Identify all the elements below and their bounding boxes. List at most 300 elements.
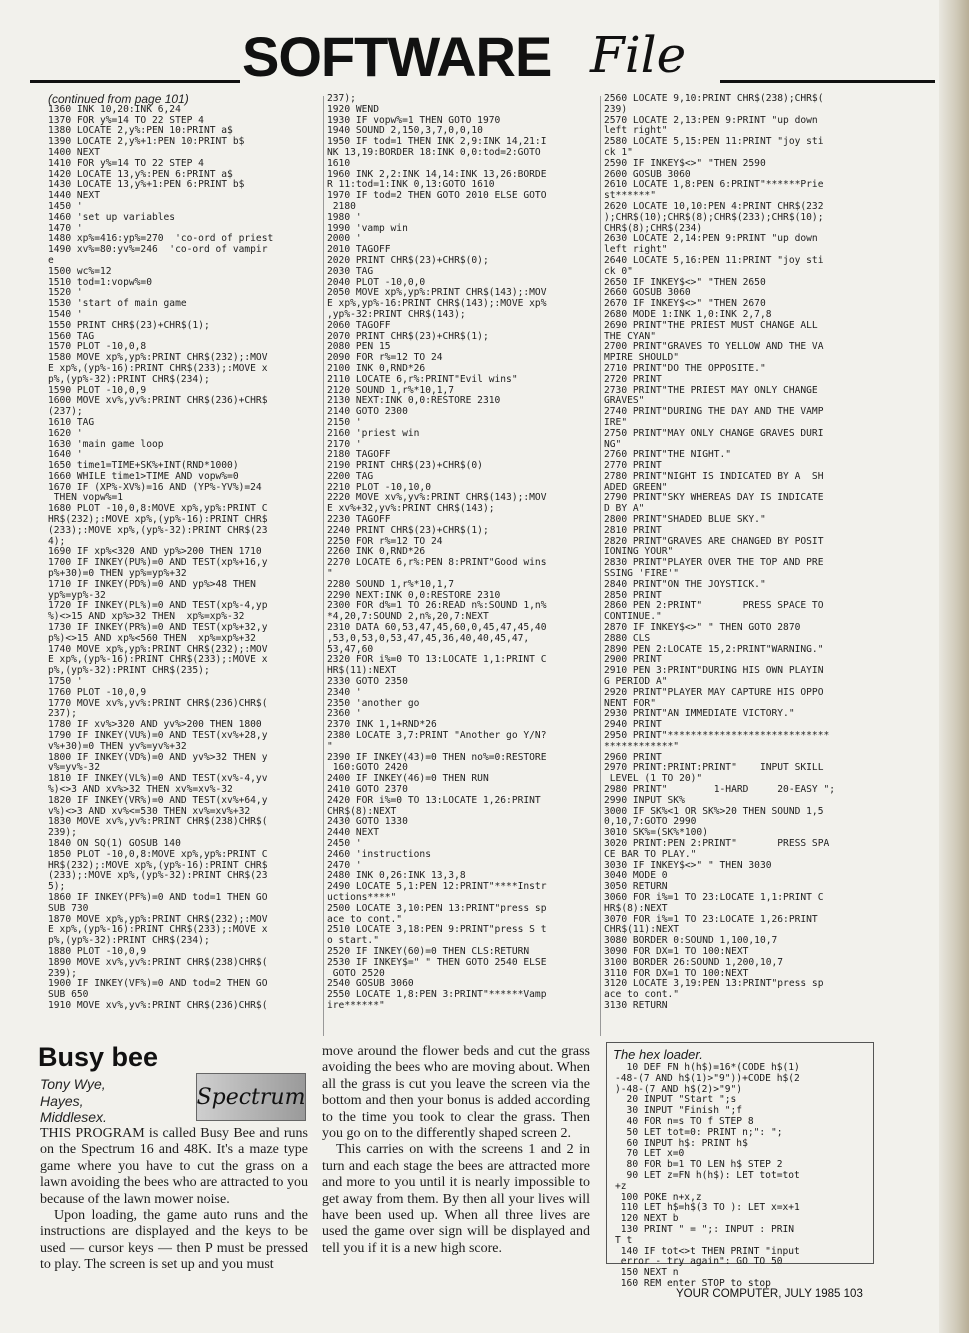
hex-code-line: 130 PRINT " = ";: INPUT : PRIN bbox=[615, 1223, 795, 1235]
code-line: 1990 'vamp win bbox=[327, 222, 408, 234]
code-line: 1670 IF (XP%-XV%)=16 AND (YP%-YV%)=24 bbox=[48, 481, 262, 493]
code-line: 1490 xv%=80:yv%=246 'co-ord of vampir bbox=[48, 244, 268, 256]
code-line: 1820 IF INKEY(VR%)=0 AND TEST(xv%+64,y bbox=[48, 794, 268, 806]
code-line: 2360 ' bbox=[327, 708, 362, 720]
code-line: 1360 INK 10,20:INK 6,24 bbox=[48, 103, 181, 115]
code-line: 2960 PRINT bbox=[604, 751, 662, 763]
code-line: 2110 LOCATE 6,r%:PRINT"Evil wins" bbox=[327, 373, 518, 385]
code-line: ire******" bbox=[327, 999, 385, 1011]
code-line: 2130 NEXT:INK 0,0:RESTORE 2310 bbox=[327, 395, 501, 407]
code-line: 2650 IF INKEY$<>" "THEN 2650 bbox=[604, 276, 766, 288]
code-line: 1550 PRINT CHR$(23)+CHR$(1); bbox=[48, 319, 210, 331]
hex-code-line: 100 POKE n+x,z bbox=[615, 1191, 702, 1203]
code-line: 2970 PRINT:PRINT:PRINT" INPUT SKILL bbox=[604, 762, 824, 774]
code-line: 2610 LOCATE 1,8:PEN 6:PRINT"******Prie bbox=[604, 179, 824, 191]
code-line: THE CYAN" bbox=[604, 330, 656, 342]
code-line: GOTO 2520 bbox=[327, 967, 385, 979]
code-line: 2560 LOCATE 9,10:PRINT CHR$(238);CHR$( bbox=[604, 93, 824, 104]
hex-code-line: error - try again": GO TO 50 bbox=[615, 1256, 783, 1268]
code-line: ck 1" bbox=[604, 146, 633, 158]
code-line: 3080 BORDER 0:SOUND 1,100,10,7 bbox=[604, 935, 778, 947]
code-line: 2910 PEN 3:PRINT"DURING HIS OWN PLAYIN bbox=[604, 665, 824, 677]
code-line: 2090 FOR r%=12 TO 24 bbox=[327, 352, 443, 364]
code-line: 2670 IF INKEY$<>" "THEN 2670 bbox=[604, 298, 766, 310]
code-line: o start." bbox=[327, 935, 379, 947]
code-line: 1430 LOCATE 13,y%+1:PEN 6:PRINT b$ bbox=[48, 179, 245, 191]
hex-code-line: 150 NEXT n bbox=[615, 1267, 679, 1279]
code-line: 1400 NEXT bbox=[48, 146, 100, 158]
code-line: st******" bbox=[604, 190, 656, 202]
code-line: 3030 IF INKEY$<>" " THEN 3030 bbox=[604, 859, 772, 871]
code-line: 1460 'set up variables bbox=[48, 211, 176, 223]
code-line: 2040 PLOT -10,0,0 bbox=[327, 276, 426, 288]
code-line: E xp%,(yp%-16):PRINT CHR$(233);:MOVE x bbox=[48, 924, 268, 936]
code-line: 2520 IF INKEY(60)=0 THEN CLS:RETURN bbox=[327, 945, 530, 957]
hex-code-line: 120 NEXT b bbox=[615, 1213, 679, 1225]
column-divider-1 bbox=[323, 96, 324, 1036]
code-line: 4); bbox=[48, 535, 66, 547]
body-paragraph: THIS PROGRAM is called Busy Bee and runs on the Spectrum 16 and 48K. It's a maze type game where you have to cut the grass on a lawn avoiding the bees who are attracted to you because of the lawn mower noise. bbox=[40, 1126, 308, 1207]
code-line: 2720 PRINT bbox=[604, 373, 662, 385]
code-line: 2030 TAG bbox=[327, 265, 374, 277]
code-line: 1760 PLOT -10,0,9 bbox=[48, 686, 147, 698]
code-line: SUB 730 bbox=[48, 902, 89, 914]
section-header bbox=[30, 25, 935, 90]
code-line: 2630 LOCATE 2,14:PEN 9:PRINT "up down bbox=[604, 233, 818, 245]
code-line: 2550 LOCATE 1,8:PEN 3:PRINT"******Vamp bbox=[327, 989, 547, 1001]
code-line: 2180 bbox=[327, 200, 356, 212]
code-line: 2870 IF INKEY$<>" " THEN GOTO 2870 bbox=[604, 622, 801, 634]
code-line: CHR$(8);CHR$(234) bbox=[604, 222, 703, 234]
code-line: );CHR$(10);CHR$(8);CHR$(233);CHR$(10); bbox=[604, 211, 824, 223]
code-line: p%,(yp%-32):PRINT CHR$(234); bbox=[48, 373, 210, 385]
code-line: 2160 'priest win bbox=[327, 427, 420, 439]
code-line: 2600 GOSUB 3060 bbox=[604, 168, 691, 180]
hex-code-line: 30 INPUT "Finish ";f bbox=[615, 1105, 743, 1117]
code-line: 2370 INK 1,1+RND*26 bbox=[327, 719, 437, 731]
code-line: 3000 IF SK%<1 OR SK%>20 THEN SOUND 1,5 bbox=[604, 805, 824, 817]
code-line: 2990 INPUT SK% bbox=[604, 794, 685, 806]
code-line: 2790 PRINT"SKY WHEREAS DAY IS INDICATE bbox=[604, 492, 824, 504]
code-line: 2980 PRINT" 1-HARD 20-EASY "; bbox=[604, 784, 836, 795]
listing-lines-3 bbox=[604, 94, 894, 1012]
code-line: MPIRE SHOULD" bbox=[604, 352, 680, 364]
code-line: 2450 ' bbox=[327, 837, 362, 849]
code-line: p%,(yp%-32):PRINT CHR$(234); bbox=[48, 935, 210, 947]
code-line: 1620 ' bbox=[48, 427, 83, 439]
code-line: 2340 ' bbox=[327, 686, 362, 698]
code-line: 2080 PEN 15 bbox=[327, 341, 391, 353]
code-line: 2580 LOCATE 5,15:PEN 11:PRINT "joy sti bbox=[604, 136, 824, 148]
code-line: ,53,0,53,0,53,47,45,36,40,40,45,47, bbox=[327, 632, 530, 644]
article-byline: Tony Wye, Hayes, Middlesex. bbox=[40, 1076, 107, 1125]
code-line: 1660 WHILE time1>TIME AND vopw%=0 bbox=[48, 470, 239, 482]
code-line: 2440 NEXT bbox=[327, 827, 379, 839]
code-line: 3120 LOCATE 3,19:PEN 13:PRINT"press sp bbox=[604, 978, 824, 990]
code-line: CHR$(8):NEXT bbox=[327, 805, 397, 817]
code-line: 2900 PRINT bbox=[604, 654, 662, 666]
hex-loader-box bbox=[606, 1042, 874, 1289]
code-line: yp%=yp%-32 bbox=[48, 589, 106, 601]
code-line: 1440 NEXT bbox=[48, 190, 100, 202]
code-line: 2860 PEN 2:PRINT" PRESS SPACE TO bbox=[604, 600, 824, 612]
code-line: 2230 TAGOFF bbox=[327, 514, 391, 526]
hex-loader-code bbox=[615, 1063, 871, 1290]
code-line: 2000 ' bbox=[327, 233, 362, 245]
code-line: SSING 'FIRE'" bbox=[604, 568, 680, 580]
code-line: 1450 ' bbox=[48, 200, 83, 212]
code-line: 2830 PRINT"PLAYER OVER THE TOP AND PRE bbox=[604, 557, 824, 569]
code-line: 2390 IF INKEY(43)=0 THEN no%=0:RESTORE bbox=[327, 751, 547, 763]
code-line: E xp%,(yp%-16):PRINT CHR$(233);:MOVE x bbox=[48, 654, 268, 666]
code-line: NENT FOR" bbox=[604, 697, 656, 709]
code-line: 1510 tod=1:vopw%=0 bbox=[48, 276, 152, 288]
code-line: 1590 PLOT -10,0,9 bbox=[48, 384, 147, 396]
code-line: 237); bbox=[48, 708, 77, 720]
code-line: 2920 PRINT"PLAYER MAY CAPTURE HIS OPPO bbox=[604, 686, 824, 698]
code-line: 2510 LOCATE 3,18:PEN 9:PRINT"press S t bbox=[327, 924, 547, 936]
column-divider-2 bbox=[600, 96, 601, 1036]
code-line: 5); bbox=[48, 881, 66, 893]
hex-code-line: 50 LET tot=0: PRINT n;": "; bbox=[615, 1126, 783, 1138]
code-line: 1500 wc%=12 bbox=[48, 265, 112, 277]
code-line: NG" bbox=[604, 438, 622, 450]
code-line: 1560 TAG bbox=[48, 330, 95, 342]
code-line: 2740 PRINT"DURING THE DAY AND THE VAMP bbox=[604, 406, 824, 418]
article-title: Busy bee bbox=[38, 1042, 159, 1072]
code-line: 2710 PRINT"DO THE OPPOSITE." bbox=[604, 362, 766, 374]
code-line: 1910 MOVE xv%,yv%:PRINT CHR$(236)CHR$( bbox=[48, 999, 268, 1011]
code-line: *4,20,7:SOUND 2,n%,20,7:NEXT bbox=[327, 611, 489, 623]
continued-note: (continued from page 101) bbox=[48, 92, 189, 106]
hex-code-line: 20 INPUT "Start ";s bbox=[615, 1094, 737, 1106]
code-line: 3050 RETURN bbox=[604, 881, 668, 893]
code-line: HR$(232);:MOVE xp%,(yp%-16):PRINT CHR$ bbox=[48, 859, 268, 871]
code-line: v%=yv%-32 bbox=[48, 762, 100, 774]
code-line: ace to cont." bbox=[327, 913, 403, 925]
code-line: 3110 FOR DX=1 TO 100:NEXT bbox=[604, 967, 749, 979]
code-line: SUB 650 bbox=[48, 989, 89, 1001]
header-title: SOFTWARE bbox=[242, 25, 552, 88]
code-line: 1930 IF vopw%=1 THEN GOTO 1970 bbox=[327, 114, 501, 126]
code-line: 1470 ' bbox=[48, 222, 83, 234]
code-line: 2400 IF INKEY(46)=0 THEN RUN bbox=[327, 773, 489, 785]
code-line: 1800 IF INKEY(VD%)=0 AND yv%>32 THEN y bbox=[48, 751, 268, 763]
code-line: 1390 LOCATE 2,y%+1:PEN 10:PRINT b$ bbox=[48, 136, 245, 148]
code-line: %)<>15 AND xp%>32 THEN xp%=xp%-32 bbox=[48, 611, 245, 623]
code-line: 1650 time1=TIME+SK%+INT(RND*1000) bbox=[48, 460, 239, 472]
code-line: 2430 GOTO 1330 bbox=[327, 816, 408, 828]
code-line: 1920 WEND bbox=[327, 103, 379, 115]
code-line: D BY A" bbox=[604, 503, 645, 515]
code-line: G PERIOD A" bbox=[604, 676, 668, 688]
code-line: 2210 PLOT -10,10,0 bbox=[327, 481, 431, 493]
code-line: 3090 FOR DX=1 TO 100:NEXT bbox=[604, 945, 749, 957]
code-line: (233);:MOVE xp%,(yp%-32):PRINT CHR$(23 bbox=[48, 870, 268, 882]
code-line: 2300 FOR d%=1 TO 26:READ n%:SOUND 1,n% bbox=[327, 600, 547, 612]
code-line: 1940 SOUND 2,150,3,7,0,0,10 bbox=[327, 125, 483, 137]
code-line: IONING YOUR" bbox=[604, 546, 674, 558]
code-line: 2330 GOTO 2350 bbox=[327, 676, 408, 688]
hex-code-line: 140 IF tot<>t THEN PRINT "input bbox=[615, 1245, 800, 1257]
code-line: 2420 FOR i%=0 TO 13:LOCATE 1,26:PRINT bbox=[327, 794, 541, 806]
code-line: 2770 PRINT bbox=[604, 460, 662, 472]
code-line: v%)<>3 AND xv%<=530 THEN xv%=xv%+32 bbox=[48, 805, 251, 817]
code-line: 1630 'main game loop bbox=[48, 438, 164, 450]
code-line: 2490 LOCATE 5,1:PEN 12:PRINT"****Instr bbox=[327, 881, 547, 893]
code-line: CE BAR TO PLAY." bbox=[604, 848, 697, 860]
code-line: (237); bbox=[48, 406, 83, 418]
code-line: 2180 TAGOFF bbox=[327, 449, 391, 461]
code-line: 2020 PRINT CHR$(23)+CHR$(0); bbox=[327, 254, 489, 266]
code-line: 1830 MOVE xv%,yv%:PRINT CHR$(238)CHR$( bbox=[48, 816, 268, 828]
code-line: HR$(11):NEXT bbox=[327, 665, 397, 677]
page-edge bbox=[939, 0, 969, 1333]
code-line: 2350 'another go bbox=[327, 697, 420, 709]
code-line: 1680 PLOT -10,0,8:MOVE xp%,yp%:PRINT C bbox=[48, 503, 268, 515]
code-line: 1570 PLOT -10,0,8 bbox=[48, 341, 147, 353]
code-line: 2800 PRINT"SHADED BLUE SKY." bbox=[604, 514, 766, 526]
listing-column-3 bbox=[604, 94, 894, 1012]
header-script-word: File bbox=[590, 26, 687, 84]
hex-code-line: 80 FOR b=1 TO LEN h$ STEP 2 bbox=[615, 1159, 783, 1171]
code-line: 2240 PRINT CHR$(23)+CHR$(1); bbox=[327, 524, 489, 536]
listing-column-2 bbox=[327, 94, 617, 1012]
hex-code-line: 110 LET h$=h$(3 TO ): LET x=x+1 bbox=[615, 1202, 800, 1214]
code-line: 1600 MOVE xv%,yv%:PRINT CHR$(236)+CHR$ bbox=[48, 395, 268, 407]
hex-loader-title: The hex loader. bbox=[613, 1047, 703, 1062]
code-line: 3010 SK%=(SK%*100) bbox=[604, 827, 708, 839]
code-line: 1610 TAG bbox=[48, 416, 95, 428]
code-line: 3070 FOR i%=1 TO 23:LOCATE 1,26:PRINT bbox=[604, 913, 818, 925]
code-line: 1790 IF INKEY(VU%)=0 AND TEST(xv%+28,y bbox=[48, 730, 268, 742]
code-line: ck 0" bbox=[604, 265, 633, 277]
code-line: 3060 FOR i%=1 TO 23:LOCATE 1,1:PRINT C bbox=[604, 891, 824, 903]
listing-lines-1 bbox=[48, 105, 338, 1012]
code-line: 1960 INK 2,2:INK 14,14:INK 13,26:BORDE bbox=[327, 168, 547, 180]
hex-code-line: 90 LET z=FN h(h$): LET tot=tot bbox=[615, 1169, 800, 1181]
code-line: 1710 IF INKEY(PD%)=0 AND yp%>48 THEN bbox=[48, 578, 256, 590]
body-paragraph: Upon loading, the game auto runs and the instructions are displayed and the keys to be used — cursor keys — then P must be pressed to play. The screen is set up and you must bbox=[40, 1208, 308, 1273]
code-line: GRAVES" bbox=[604, 395, 645, 407]
code-line: 2140 GOTO 2300 bbox=[327, 406, 408, 418]
code-line: E xv%+32,yv%:PRINT CHR$(143); bbox=[327, 503, 495, 515]
hex-code-line: 160 REM enter STOP to stop bbox=[615, 1277, 771, 1289]
code-line: 2100 INK 0,RND*26 bbox=[327, 362, 426, 374]
code-line: %)<>3 AND xv%>32 THEN xv%=xv%-32 bbox=[48, 784, 233, 795]
code-line: 1900 IF INKEY(VF%)=0 AND tod=2 THEN GO bbox=[48, 978, 268, 990]
code-line: 1480 xp%=416:yp%=270 'co-ord of priest bbox=[48, 233, 274, 245]
code-line: 2410 GOTO 2370 bbox=[327, 784, 408, 795]
code-line: 1640 ' bbox=[48, 449, 83, 461]
spectrum-stamp: Spectrum bbox=[196, 1073, 306, 1121]
code-line: 1610 bbox=[327, 157, 351, 169]
code-line: 1420 LOCATE 13,y%:PEN 6:PRINT a$ bbox=[48, 168, 233, 180]
code-line: 2530 IF INKEY$=" " THEN GOTO 2540 ELSE bbox=[327, 956, 547, 968]
code-line: ,yp%-32:PRINT CHR$(143); bbox=[327, 308, 466, 320]
code-line: NK 13,19:BORDER 18:INK 0,0:tod=2:GOTO bbox=[327, 146, 541, 158]
code-line: ace to cont." bbox=[604, 989, 680, 1001]
code-line: 1850 PLOT -10,0,8:MOVE xp%,yp%:PRINT C bbox=[48, 848, 268, 860]
code-line: 2290 NEXT:INK 0,0:RESTORE 2310 bbox=[327, 589, 501, 601]
code-line: 0,10,7:GOTO 2990 bbox=[604, 816, 697, 828]
code-line: 2810 PRINT bbox=[604, 524, 662, 536]
code-line: 1370 FOR y%=14 TO 22 STEP 4 bbox=[48, 114, 204, 126]
hex-code-line: 10 DEF FN h(h$)=16*(CODE h$(1) bbox=[615, 1062, 800, 1073]
code-line: 1540 ' bbox=[48, 308, 83, 320]
code-line: 2750 PRINT"MAY ONLY CHANGE GRAVES DURI bbox=[604, 427, 824, 439]
code-line: 2170 ' bbox=[327, 438, 362, 450]
code-line: 3100 BORDER 26:SOUND 1,200,10,7 bbox=[604, 956, 784, 968]
code-line: 1780 IF xv%>320 AND yv%>200 THEN 1800 bbox=[48, 719, 262, 731]
code-line: 3020 PRINT:PEN 2:PRINT" PRESS SPA bbox=[604, 837, 830, 849]
code-line: 2660 GOSUB 3060 bbox=[604, 287, 691, 299]
code-line: 1810 IF INKEY(VL%)=0 AND TEST(xv%-4,yv bbox=[48, 773, 268, 785]
code-line: (233);:MOVE xp%,(yp%-32):PRINT CHR$(23 bbox=[48, 524, 268, 536]
code-line: 1530 'start of main game bbox=[48, 298, 187, 310]
code-line: HR$(8):NEXT bbox=[604, 902, 668, 914]
code-line: 2780 PRINT"NIGHT IS INDICATED BY A SH bbox=[604, 470, 824, 482]
code-line: 2690 PRINT"THE PRIEST MUST CHANGE ALL bbox=[604, 319, 818, 331]
code-line: p%)<>15 AND xp%<560 THEN xp%=xp%+32 bbox=[48, 632, 256, 644]
code-line: 160:GOTO 2420 bbox=[327, 762, 408, 774]
code-line: 2680 MODE 1:INK 1,0:INK 2,7,8 bbox=[604, 308, 772, 320]
listing-column-1 bbox=[48, 94, 338, 1012]
code-line: 239); bbox=[48, 827, 77, 839]
hex-code-line: 70 LET x=0 bbox=[615, 1148, 685, 1160]
code-line: E xp%,yp%-16:PRINT CHR$(143);:MOVE xp% bbox=[327, 298, 547, 310]
code-line: 1860 IF INKEY(PF%)=0 AND tod=1 THEN GO bbox=[48, 891, 268, 903]
code-line: 1870 MOVE xp%,yp%:PRINT CHR$(232);:MOV bbox=[48, 913, 268, 925]
code-line: 2250 FOR r%=12 TO 24 bbox=[327, 535, 443, 547]
code-line: 2570 LOCATE 2,13:PEN 9:PRINT "up down bbox=[604, 114, 818, 126]
code-line: 2850 PRINT bbox=[604, 589, 662, 601]
code-line: 2840 PRINT"ON THE JOYSTICK." bbox=[604, 578, 766, 590]
code-line: 2880 CLS bbox=[604, 632, 651, 644]
code-line: 3040 MODE 0 bbox=[604, 870, 668, 882]
code-line: 1520 ' bbox=[48, 287, 83, 299]
code-line: 2220 MOVE xv%,yv%:PRINT CHR$(143);:MOV bbox=[327, 492, 547, 504]
code-line: 2380 LOCATE 3,7:PRINT "Another go Y/N? bbox=[327, 730, 547, 742]
code-line: 1770 MOVE xv%,yv%:PRINT CHR$(236)CHR$( bbox=[48, 697, 268, 709]
code-line: 2270 LOCATE 6,r%:PEN 8:PRINT"Good wins bbox=[327, 557, 547, 569]
code-line: " bbox=[327, 740, 333, 752]
code-line: p%+30)=0 THEN yp%=yp%+32 bbox=[48, 568, 187, 580]
code-line: 2460 'instructions bbox=[327, 848, 431, 860]
code-line: 1980 ' bbox=[327, 211, 362, 223]
code-line: 2280 SOUND 1,r%*10,1,7 bbox=[327, 578, 455, 590]
code-line: 239); bbox=[48, 967, 77, 979]
code-line: E xp%,(yp%-16):PRINT CHR$(233);:MOVE x bbox=[48, 362, 268, 374]
code-line: 3130 RETURN bbox=[604, 999, 668, 1011]
hex-code-line: 40 FOR n=s TO f STEP 8 bbox=[615, 1115, 754, 1127]
code-line: 1950 IF tod=1 THEN INK 2,9:INK 14,21:I bbox=[327, 136, 547, 148]
code-line: 53,47,60 bbox=[327, 643, 374, 655]
code-line: 1720 IF INKEY(PL%)=0 AND TEST(xp%-4,yp bbox=[48, 600, 268, 612]
code-line: CHR$(11):NEXT bbox=[604, 924, 680, 936]
code-line: ************" bbox=[604, 740, 680, 752]
code-line: HR$(232);:MOVE xp%,(yp%-16):PRINT CHR$ bbox=[48, 514, 268, 526]
code-line: 1580 MOVE xp%,yp%:PRINT CHR$(232);:MOV bbox=[48, 352, 268, 364]
code-line: ADED GREEN" bbox=[604, 481, 668, 493]
code-line: 2700 PRINT"GRAVES TO YELLOW AND THE VA bbox=[604, 341, 824, 353]
code-line: left right" bbox=[604, 125, 668, 137]
body-paragraph: This carries on with the screens 1 and 2 in turn and each stage the bees are attracted more and more to you until it is nearly impossible to get away from them. By then all your lives will have been used up. When all three lives are used the game over sign will be displayed and tell you if it is a new high score. bbox=[322, 1142, 590, 1256]
code-line: 2760 PRINT"THE NIGHT." bbox=[604, 449, 732, 461]
code-line: 1890 MOVE xv%,yv%:PRINT CHR$(238)CHR$( bbox=[48, 956, 268, 968]
code-line: 2120 SOUND 1,r%*10,1,7 bbox=[327, 384, 455, 396]
hex-code-line: T t bbox=[615, 1234, 633, 1246]
article-body-column-1 bbox=[40, 1126, 308, 1274]
page-footer: YOUR COMPUTER, JULY 1985 103 bbox=[676, 1288, 863, 1300]
code-line: 2950 PRINT"**************************** bbox=[604, 730, 830, 742]
code-line: 1880 PLOT -10,0,9 bbox=[48, 945, 147, 957]
code-line: e bbox=[48, 254, 54, 266]
code-line: 2470 ' bbox=[327, 859, 362, 871]
code-line: 2010 TAGOFF bbox=[327, 244, 391, 256]
code-line: 239) bbox=[604, 103, 628, 115]
code-line: 2260 INK 0,RND*26 bbox=[327, 546, 426, 558]
code-line: 2890 PEN 2:LOCATE 15,2:PRINT"WARNING." bbox=[604, 643, 824, 655]
code-line: R 11:tod=1:INK 0,13:GOTO 1610 bbox=[327, 179, 495, 191]
code-line: THEN vopw%=1 bbox=[48, 492, 124, 504]
code-line: LEVEL (1 TO 20)" bbox=[604, 773, 703, 785]
code-line: 1730 IF INKEY(PR%)=0 AND TEST(xp%+32,y bbox=[48, 622, 268, 634]
code-line: 237); bbox=[327, 93, 356, 104]
code-line: v%+30)=0 THEN yv%=yv%+32 bbox=[48, 740, 187, 752]
code-line: uctions****" bbox=[327, 891, 397, 903]
code-line: 1740 MOVE xp%,yp%:PRINT CHR$(232);:MOV bbox=[48, 643, 268, 655]
code-line: 2320 FOR i%=0 TO 13:LOCATE 1,1:PRINT C bbox=[327, 654, 547, 666]
code-line: 1690 IF xp%<320 AND yp%>200 THEN 1710 bbox=[48, 546, 262, 558]
code-line: CONTINUE." bbox=[604, 611, 662, 623]
code-line: 2070 PRINT CHR$(23)+CHR$(1); bbox=[327, 330, 489, 342]
listing-lines-2 bbox=[327, 94, 617, 1012]
hex-code-line: )-48-(7 AND h$(2)>"9") bbox=[615, 1083, 743, 1095]
code-line: 2640 LOCATE 5,16:PEN 11:PRINT "joy sti bbox=[604, 254, 824, 266]
code-line: 2060 TAGOFF bbox=[327, 319, 391, 331]
header-rule-left bbox=[30, 80, 240, 83]
code-line: IRE" bbox=[604, 416, 628, 428]
code-line: 1750 ' bbox=[48, 676, 83, 688]
code-line: 2050 MOVE xp%,yp%:PRINT CHR$(143);:MOV bbox=[327, 287, 547, 299]
code-line: 2310 DATA 60,53,47,45,60,0,45,47,45,40 bbox=[327, 622, 547, 634]
code-line: " bbox=[327, 568, 333, 580]
code-line: 1970 IF tod=2 THEN GOTO 2010 ELSE GOTO bbox=[327, 190, 547, 202]
code-line: 2190 PRINT CHR$(23)+CHR$(0) bbox=[327, 460, 483, 472]
code-line: 1380 LOCATE 2,y%:PEN 10:PRINT a$ bbox=[48, 125, 233, 137]
hex-code-line: +z bbox=[615, 1180, 627, 1192]
code-line: 2930 PRINT"AN IMMEDIATE VICTORY." bbox=[604, 708, 795, 720]
code-line: 2620 LOCATE 10,10:PEN 4:PRINT CHR$(232 bbox=[604, 200, 824, 212]
code-line: 2590 IF INKEY$<>" "THEN 2590 bbox=[604, 157, 766, 169]
article-body-column-2 bbox=[322, 1044, 590, 1257]
code-line: 1410 FOR y%=14 TO 22 STEP 4 bbox=[48, 157, 204, 169]
code-line: 1840 ON SQ(1) GOSUB 140 bbox=[48, 837, 181, 849]
code-line: 2480 INK 0,26:INK 13,3,8 bbox=[327, 870, 466, 882]
code-line: 2940 PRINT bbox=[604, 719, 662, 731]
code-line: 2200 TAG bbox=[327, 470, 374, 482]
code-line: left right" bbox=[604, 244, 668, 256]
code-line: 2730 PRINT"THE PRIEST MAY ONLY CHANGE bbox=[604, 384, 818, 396]
hex-code-line: -48-(7 AND h$(1)>"9"))+CODE h$(2 bbox=[615, 1072, 800, 1084]
code-line: 2540 GOSUB 3060 bbox=[327, 978, 414, 990]
code-line: p%,(yp%-32):PRINT CHR$(235); bbox=[48, 665, 210, 677]
hex-code-line: 60 INPUT h$: PRINT h$ bbox=[615, 1137, 748, 1149]
header-rule-right bbox=[720, 80, 935, 83]
code-line: 2820 PRINT"GRAVES ARE CHANGED BY POSIT bbox=[604, 535, 824, 547]
code-line: 2150 ' bbox=[327, 416, 362, 428]
